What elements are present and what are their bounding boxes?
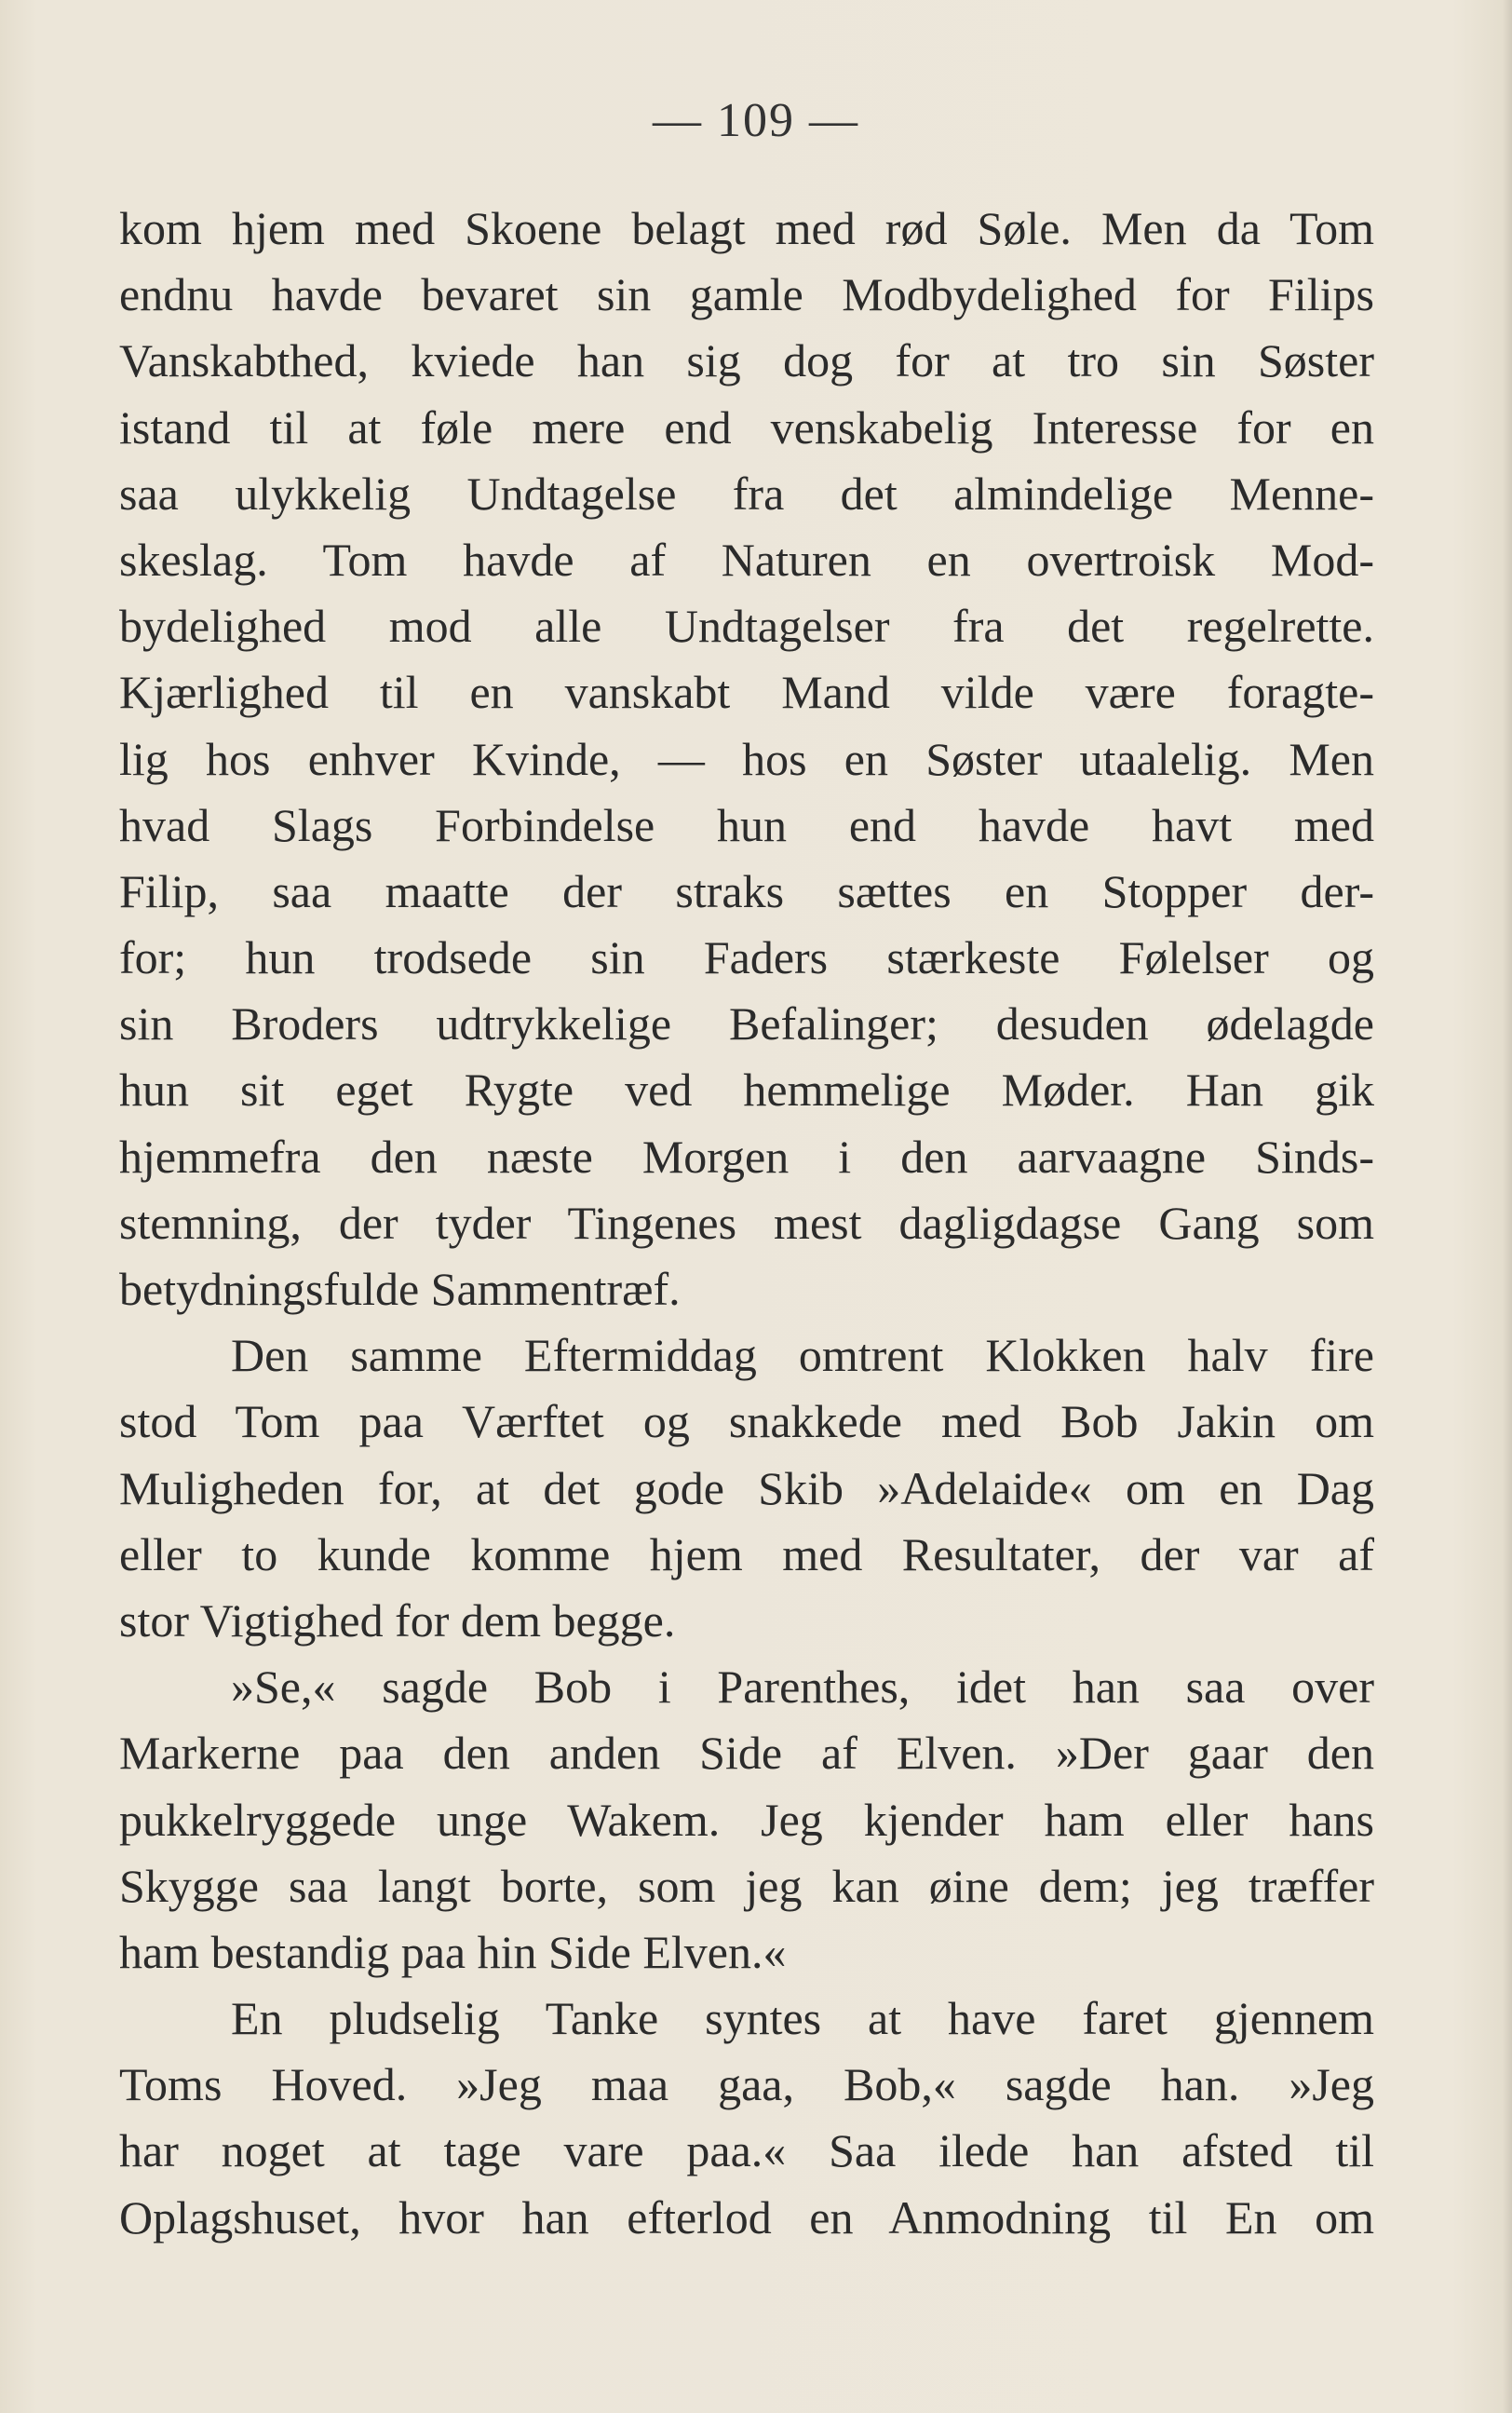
text-line: eller to kunde komme hjem med Resultater, der var af bbox=[119, 1527, 1374, 1580]
text-line: hvad Slags Forbindelse hun end havde havt med bbox=[119, 798, 1374, 851]
text-line: stod Tom paa Værftet og snakkede med Bob Jakin om bbox=[119, 1395, 1374, 1448]
text-line: En pludselig Tanke syntes at have faret gjennem bbox=[231, 1992, 1374, 2045]
body-text bbox=[119, 196, 1374, 2251]
text-line: skeslag. Tom havde af Naturen en overtroisk Mod- bbox=[119, 533, 1374, 586]
text-line: hjemmefra den næste Morgen i den aarvaagne Sinds- bbox=[119, 1130, 1374, 1183]
text-line: ham bestandig paa hin Side Elven.« bbox=[119, 1925, 787, 1978]
text-line: Muligheden for, at det gode Skib »Adelaide« om en Dag bbox=[119, 1461, 1374, 1514]
text-line: betydningsfulde Sammentræf. bbox=[119, 1263, 681, 1315]
text-line: Kjærlighed til en vanskabt Mand vilde være foragte- bbox=[119, 666, 1374, 719]
text-line: Vanskabthed, kviede han sig dog for at tro sin Søster bbox=[119, 334, 1374, 387]
text-line: Toms Hoved. »Jeg maa gaa, Bob,« sagde han. »Jeg bbox=[119, 2058, 1374, 2111]
text-line: har noget at tage vare paa.« Saa ilede han afsted til bbox=[119, 2124, 1374, 2177]
text-line: bydelighed mod alle Undtagelser fra det regelrette. bbox=[119, 600, 1374, 653]
text-line: kom hjem med Skoene belagt med rød Søle. Men da Tom bbox=[119, 202, 1374, 254]
text-line: Oplagshuset, hvor han efterlod en Anmodning til En om bbox=[119, 2190, 1374, 2244]
text-line: stor Vigtighed for dem begge. bbox=[119, 1593, 676, 1647]
text-line: sin Broders udtrykkelige Befalinger; desuden ødelagde bbox=[119, 997, 1374, 1051]
text-line: endnu havde bevaret sin gamle Modbydelighed for Filips bbox=[119, 268, 1374, 321]
text-line: istand til at føle mere end venskabelig Interesse for en bbox=[119, 400, 1374, 454]
text-line: Skygge saa langt borte, som jeg kan øine dem; jeg træffer bbox=[119, 1859, 1374, 1912]
text-line: for; hun trodsede sin Faders stærkeste Følelser og bbox=[119, 931, 1374, 984]
page-edge-shadow bbox=[1503, 0, 1512, 2413]
text-line: pukkelryggede unge Wakem. Jeg kjender ham eller hans bbox=[119, 1793, 1374, 1846]
text-line: hun sit eget Rygte ved hemmelige Møder. Han gik bbox=[119, 1064, 1374, 1117]
page-number: — 109 — bbox=[653, 94, 859, 147]
text-line: Markerne paa den anden Side af Elven. »Der gaar den bbox=[119, 1727, 1374, 1780]
text-line: stemning, der tyder Tingenes mest dagligdagse Gang som bbox=[119, 1196, 1374, 1249]
text-line: Den samme Eftermiddag omtrent Klokken halv fire bbox=[231, 1329, 1374, 1382]
text-line: Filip, saa maatte der straks sættes en Stopper der- bbox=[119, 864, 1374, 917]
text-line: saa ulykkelig Undtagelse fra det almindelige Menne- bbox=[119, 467, 1374, 520]
text-line: »Se,« sagde Bob i Parenthes, idet han saa over bbox=[231, 1661, 1374, 1714]
text-line: lig hos enhver Kvinde, — hos en Søster utaalelig. Men bbox=[119, 732, 1374, 785]
